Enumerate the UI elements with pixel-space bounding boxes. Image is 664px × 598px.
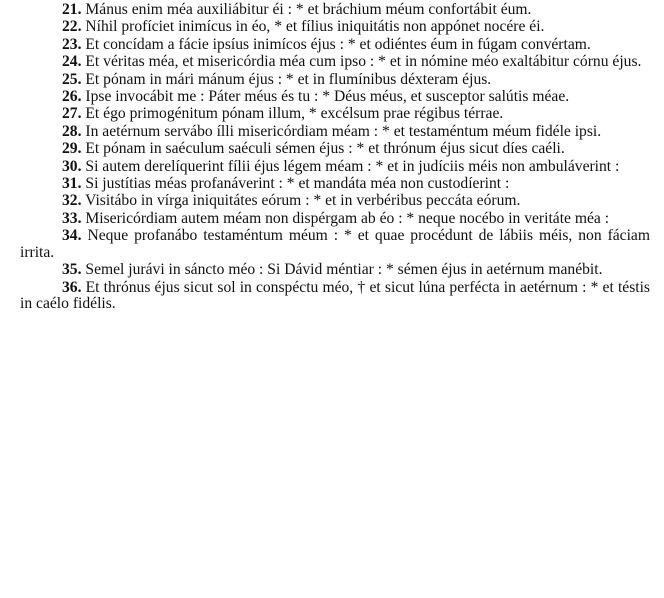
- verse-number: 21.: [62, 1, 82, 18]
- verse-30: [20, 159, 650, 175]
- verse-22: [20, 19, 650, 35]
- verse-text: Si justítias méas profanáverint : * et mandáta méa non custodíerint :: [85, 175, 510, 193]
- verse-number: 27.: [62, 105, 82, 123]
- verse-text: Et concídam a fácie ipsíus inimícos éjus : * et odiéntes éum in fúgam convértam.: [85, 35, 591, 53]
- verse-25: [20, 72, 650, 88]
- verse-33: [20, 211, 650, 227]
- verse-number: 32.: [62, 192, 82, 210]
- verse-text: Et égo primogénitum pónam illum, * excélsum prae régibus térrae.: [85, 105, 504, 123]
- verse-35: [20, 262, 650, 278]
- verse-text: Et véritas méa, et misericórdia méa cum ipso : * et in nómine méo exaltábitur córnu éjus.: [85, 53, 642, 71]
- verse-31: [20, 176, 650, 192]
- verse-text: Ipse invocábit me : Páter méus és tu : * Déus méus, et susceptor salútis méae.: [85, 88, 570, 106]
- verse-number: 34.: [62, 227, 82, 245]
- verse-number: 23.: [62, 35, 82, 53]
- verse-number: 24.: [62, 53, 82, 71]
- verse-number: 22.: [62, 18, 82, 36]
- verse-text: Visitábo in vírga iniquitátes eórum : * et in verbéribus peccáta eórum.: [85, 192, 521, 210]
- verse-text: Mánus enim méa auxiliábitur éi : * et bráchium méum confortábit éum.: [85, 1, 532, 18]
- verse-text: Si autem derelíquerint fílii éjus légem méam : * et in judíciis méis non ambuláverint :: [85, 157, 620, 175]
- verse-number: 31.: [62, 175, 82, 193]
- verse-number: 36.: [62, 278, 82, 296]
- verse-34: [20, 228, 650, 261]
- verse-text: In aetérnum servábo ílli misericórdiam méam : * et testaméntum méum fidéle ipsi.: [85, 122, 602, 140]
- verse-32: [20, 193, 650, 209]
- verse-text: Et pónam in saéculum saéculi sémen éjus : * et thrónum éjus sicut díes caéli.: [85, 140, 565, 158]
- verse-number: 33.: [62, 209, 82, 227]
- verse-23: [20, 37, 650, 53]
- verse-number: 26.: [62, 88, 82, 106]
- verse-number: 29.: [62, 140, 82, 158]
- verse-24: [20, 54, 650, 70]
- verse-text: Semel jurávi in sáncto méo : Si Dávid méntiar : * sémen éjus in aetérnum manébit.: [85, 261, 603, 279]
- verse-26: [20, 89, 650, 105]
- verse-text: Et thrónus éjus sicut sol in conspéctu méo, † et sicut lúna perfécta in aetérnum : * et téstis in caélo fidélis.: [20, 278, 650, 312]
- verse-text: Níhil profíciet inimícus in éo, * et fílius iniquitátis non appónet nocére éi.: [85, 18, 545, 36]
- verse-number: 28.: [62, 122, 82, 140]
- verse-text: Neque profanábo testaméntum méum : * et quae procédunt de lábiis méis, non fáciam irrita.: [20, 227, 650, 261]
- verse-number: 30.: [62, 157, 82, 175]
- verse-text: Et pónam in mári mánum éjus : * et in flumínibus déxteram éjus.: [85, 70, 492, 88]
- verse-36: [20, 280, 650, 313]
- verse-29: [20, 141, 650, 157]
- verse-number: 35.: [62, 261, 82, 279]
- verse-28: [20, 124, 650, 140]
- verse-27: [20, 106, 650, 122]
- verse-21: [20, 2, 650, 18]
- verse-number: 25.: [62, 70, 82, 88]
- verse-text: Misericórdiam autem méam non dispérgam ab éo : * neque nocébo in veritáte méa :: [85, 209, 610, 227]
